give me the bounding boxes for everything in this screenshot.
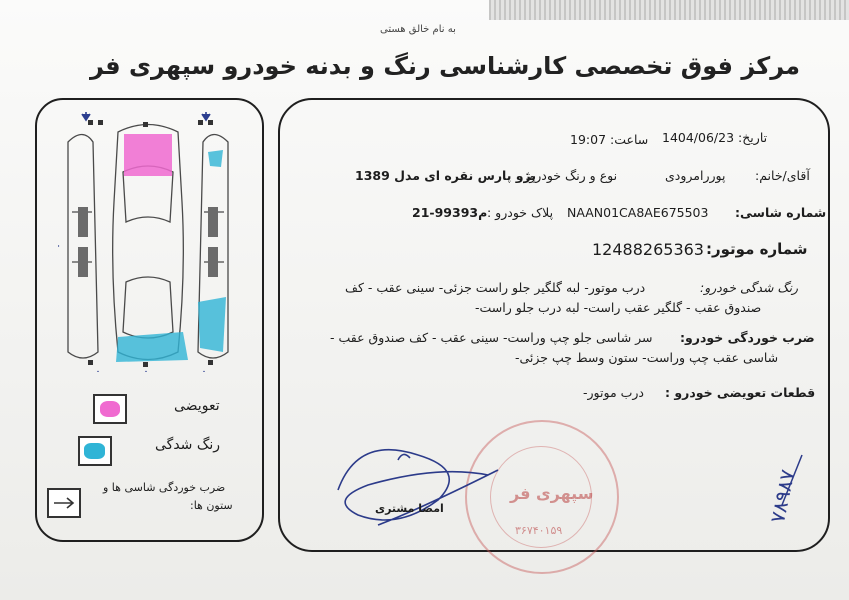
legend-impact-line2: ستون ها:: [190, 499, 233, 512]
paint-label: رنگ شدگی خودرو:: [700, 280, 799, 295]
owner-value: پوررامرودی: [665, 168, 726, 183]
date-field: [662, 130, 767, 145]
time-field: [570, 132, 648, 147]
signature-label: امضا مشتری: [375, 502, 444, 515]
page-title: مرکز فوق تخصصی کارشناسی رنگ و بدنه خودرو سپهری فر: [89, 52, 800, 80]
stamp-number: ۳۶۷۴۰۱۵۹: [515, 524, 563, 537]
damage-line1: سر شاسی جلو چپ وراست- سینی عقب - کف صندوق عقب -: [330, 330, 653, 345]
car-diagram: [58, 112, 238, 372]
impact-arrow-icon: [49, 490, 79, 516]
painted-rear-mark: [116, 332, 188, 362]
scan-artifact: [489, 0, 849, 20]
chassis-label: شماره شاسی:: [735, 205, 827, 220]
chassis-value: NAAN01CA8AE675503: [567, 205, 709, 220]
painted-right-side-mark: [198, 297, 226, 352]
header-invocation: به نام خالق هستی: [380, 24, 456, 35]
engine-value: 12488265363: [592, 240, 704, 259]
customer-signature: [318, 430, 508, 540]
parts-label: قطعات تعویضی خودرو :: [665, 385, 816, 400]
date-label: تاریخ:: [738, 130, 768, 145]
engine-label: شماره موتور:: [706, 240, 808, 258]
margin-pen-stroke: [772, 450, 812, 510]
car-label: نوع و رنگ خودرو:: [525, 168, 618, 183]
plate-value: 21-993م93: [412, 205, 488, 220]
parts-value: درب موتور-: [583, 385, 644, 400]
legend-replaced-label: تعویضی: [174, 398, 220, 414]
stamp-center-text: سپهری فر: [510, 484, 594, 503]
date-value: 1404/06/23: [662, 130, 735, 145]
painted-right-front-mark: [208, 150, 223, 167]
paint-line2: صندوق عقب - گلگیر عقب راست- لبه درب جلو راست-: [475, 300, 762, 315]
legend-painted-label: رنگ شدگی: [155, 437, 221, 453]
legend-painted-swatch: [78, 436, 112, 466]
margin-handwritten-note: ۷۸۹۸۷: [765, 467, 800, 525]
damage-line2: شاسی عقب چپ وراست- ستون وسط چپ جزئی-: [515, 350, 779, 365]
time-label: ساعت:: [610, 132, 649, 147]
legend-impact-swatch: [47, 488, 81, 518]
car-value: پژو پارس نقره ای مدل 1389: [355, 168, 537, 183]
legend-impact-line1: ضرب خوردگی شاسی ها و: [103, 481, 226, 494]
replaced-hood-mark: [124, 134, 172, 176]
legend-replaced-swatch: [93, 394, 127, 424]
owner-label: آقای/خانم:: [755, 168, 810, 183]
time-value: 19:07: [570, 132, 607, 147]
plate-label: پلاک خودرو :: [487, 205, 554, 220]
damage-label: ضرب خوردگی خودرو:: [680, 330, 815, 345]
paint-line1: درب موتور- لبه گلگیر جلو راست جزئی- سینی عقب - کف: [345, 280, 646, 295]
